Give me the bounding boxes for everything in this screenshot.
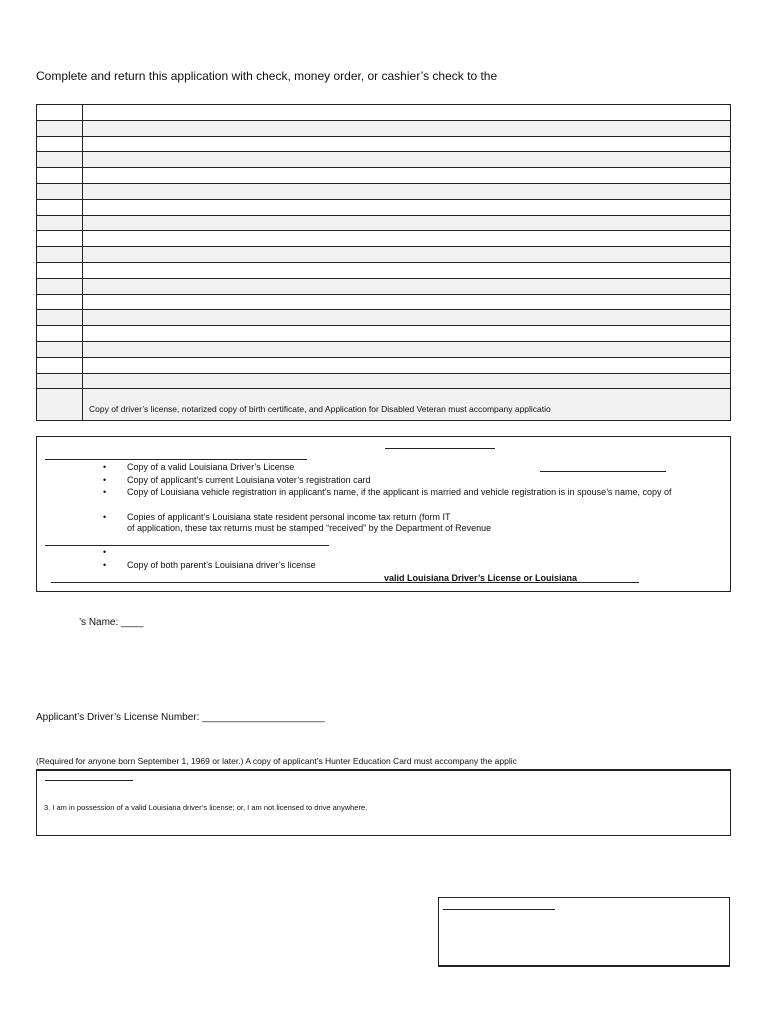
table-row[interactable] (37, 184, 730, 200)
requirement-item: Copy of Louisiana vehicle registration in applicant’s name, if the applicant is married and vehicle registration is in spouse’s name, copy of (127, 487, 672, 497)
requirement-item: Copy of both parent’s Louisiana driver’s license (127, 560, 316, 570)
name-field-label[interactable]: ’s Name: ____ (79, 617, 144, 628)
requirements-box (36, 436, 731, 592)
table-row[interactable] (37, 247, 730, 263)
statement-text: 3. I am in possession of a valid Louisiana driver’s license; or, I am not licensed to drive anywhere. (44, 803, 368, 812)
blank-line[interactable] (540, 471, 666, 472)
table-row[interactable] (37, 152, 730, 168)
license-number-field[interactable]: Applicant’s Driver’s License Number: ______________________ (36, 712, 325, 723)
table-row[interactable] (37, 231, 730, 247)
bullet: • (103, 475, 107, 485)
signature-box[interactable] (438, 897, 730, 967)
table-note: Copy of driver’s license, notarized copy of birth certificate, and Application for Disabled Veteran must accompany applicatio (89, 404, 551, 415)
requirement-item: Copy of a valid Louisiana Driver’s License (127, 462, 295, 472)
blank-line[interactable] (45, 459, 307, 460)
blank-line[interactable] (443, 909, 555, 910)
blank-line[interactable] (385, 448, 495, 449)
table-row[interactable] (37, 216, 730, 232)
requirement-item: Copies of applicant’s Louisiana state resident personal income tax return (form IT (127, 512, 451, 522)
table-row[interactable] (37, 279, 730, 295)
bullet: • (103, 462, 107, 472)
bullet: • (103, 512, 107, 522)
bullet: • (103, 560, 107, 570)
table-row[interactable] (37, 137, 730, 153)
table-row[interactable] (37, 200, 730, 216)
table-row[interactable] (37, 310, 730, 326)
bold-requirement: valid Louisiana Driver’s License or Louisiana (384, 573, 578, 583)
table-row[interactable] (37, 263, 730, 279)
table-row[interactable] (37, 374, 730, 390)
table-row-note (37, 389, 730, 420)
requirement-item: of application, these tax returns must be stamped “received” by the Department of Revenue (127, 523, 492, 533)
table-row[interactable] (37, 168, 730, 184)
intro-text: Complete and return this application with check, money order, or cashier’s check to the (36, 69, 498, 83)
application-table (36, 104, 731, 421)
table-row[interactable] (37, 121, 730, 137)
bullet: • (103, 487, 107, 497)
table-row[interactable] (37, 326, 730, 342)
statement-box (36, 769, 731, 836)
table-row[interactable] (37, 342, 730, 358)
hunter-education-note: (Required for anyone born September 1, 1969 or later.) A copy of applicant’s Hunter Education Card must accompany the applic (36, 756, 517, 766)
bullet: • (103, 547, 107, 557)
blank-line[interactable] (45, 545, 329, 546)
table-row[interactable] (37, 295, 730, 311)
table-row[interactable] (37, 358, 730, 374)
requirement-item: Copy of applicant’s current Louisiana voter’s registration card (127, 475, 371, 485)
blank-line[interactable] (45, 780, 133, 781)
table-row[interactable] (37, 105, 730, 121)
